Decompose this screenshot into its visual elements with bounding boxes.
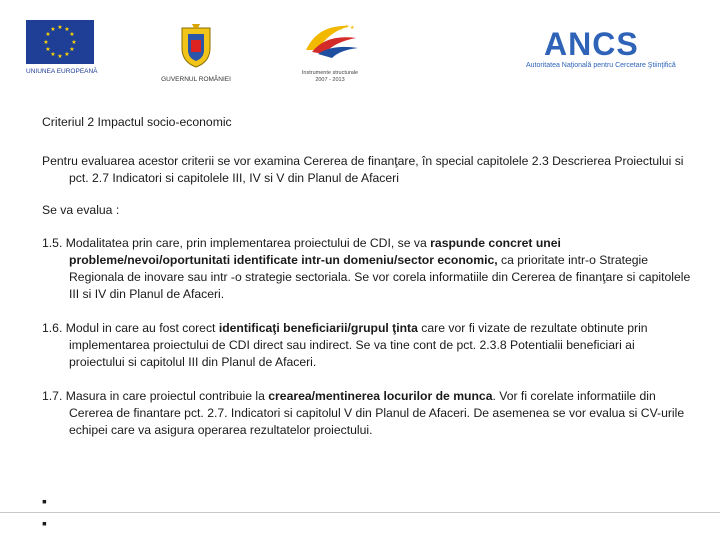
ancs-caption: Autoritatea Naţională pentru Cercetare Ştiinţifică <box>526 62 676 69</box>
romania-coat-of-arms-icon <box>178 22 214 68</box>
svg-text:★: ★ <box>45 31 51 38</box>
criterion-text: care vor fi vizate de rezultate obtinute prin implementarea proiectului de CDI direct sau indirect. Se va tine cont de pct. 2.3.8 Potentialii beneficiari ai proiectului si capitolul III din Planul de Afaceri. <box>69 321 648 369</box>
svg-text:★: ★ <box>69 46 75 53</box>
criterion-item <box>42 320 692 371</box>
evaluation-label: Se va evalua : <box>42 203 120 217</box>
svg-text:★: ★ <box>43 39 49 46</box>
bullet-marker: ▪ <box>42 493 47 509</box>
svg-text:★: ★ <box>57 24 63 31</box>
pos-caption-line2: 2007 - 2013 <box>315 77 345 83</box>
eu-flag-icon <box>26 20 94 64</box>
svg-text:★: ★ <box>45 46 51 53</box>
criterion-bold-text: raspunde concret unei probleme/nevoi/oportunitati identificate intr-un domeniu/sector economic, <box>69 236 561 267</box>
svg-text:★: ★ <box>69 31 75 38</box>
swoosh-emblem-icon <box>298 20 362 64</box>
instrumente-structurale-logo <box>290 20 370 86</box>
criterion-item <box>42 388 692 439</box>
criterion-bold-text: crearea/mentinerea locurilor de munca <box>268 389 493 403</box>
gov-caption: GUVERNUL ROMÂNIEI <box>161 76 231 83</box>
criterion-text: 1.6. Modul in care au fost corect <box>42 321 219 335</box>
page-title: Criteriul 2 Impactul socio-economic <box>42 115 232 129</box>
eu-caption: UNIUNEA EUROPEANĂ <box>26 68 98 75</box>
ancs-logo <box>526 28 696 72</box>
bullet-marker: ▪ <box>42 515 47 531</box>
svg-text:★: ★ <box>350 25 355 31</box>
criterion-text: ca prioritate intr-o Strategie Regionala de inovare sau intr -o strategie sectoriala. Se vor corela informatiile din Cererea de finanţare si capitolele III si IV din Planul de Afaceri. <box>69 253 691 301</box>
intro-paragraph: Pentru evaluarea acestor criterii se vor examina Cererea de finanţare, în special capitolele 2.3 Descrierea Proiectului si pct. 2.7 Indicatori si capitolele III, IV si V din Planul de Afaceri <box>42 154 684 185</box>
svg-text:★: ★ <box>64 51 70 58</box>
criterion-text: 1.5. Modalitatea prin care, prin implementarea proiectului de CDI, se va <box>42 236 431 250</box>
svg-text:★: ★ <box>71 39 77 46</box>
criterion-bold-text: identificaţi beneficiarii/grupul ţinta <box>218 321 418 335</box>
criterion-item <box>42 235 692 303</box>
svg-text:★: ★ <box>50 51 56 58</box>
ancs-wordmark: ANCS <box>544 26 639 62</box>
svg-text:★: ★ <box>50 26 56 33</box>
footer-divider <box>0 512 720 513</box>
document-body <box>42 114 692 456</box>
eu-logo <box>26 20 98 84</box>
svg-text:★: ★ <box>64 26 70 33</box>
svg-text:★: ★ <box>338 26 343 32</box>
pos-caption-line1: Instrumente structurale <box>301 70 359 76</box>
gov-logo <box>160 22 232 84</box>
criterion-text: . Vor fi corelate informatiile din Cererea de finantare pct. 2.7. Indicatori si capitolul V din Planul de Afaceri. De asemenea se vor evalua si CV-urile echipei care va asigura operarea rezultatelor proiectului. <box>69 389 685 437</box>
criterion-text: 1.7. Masura in care proiectul contribuie la <box>42 389 269 403</box>
svg-text:★: ★ <box>344 24 349 30</box>
svg-text:★: ★ <box>57 53 63 60</box>
